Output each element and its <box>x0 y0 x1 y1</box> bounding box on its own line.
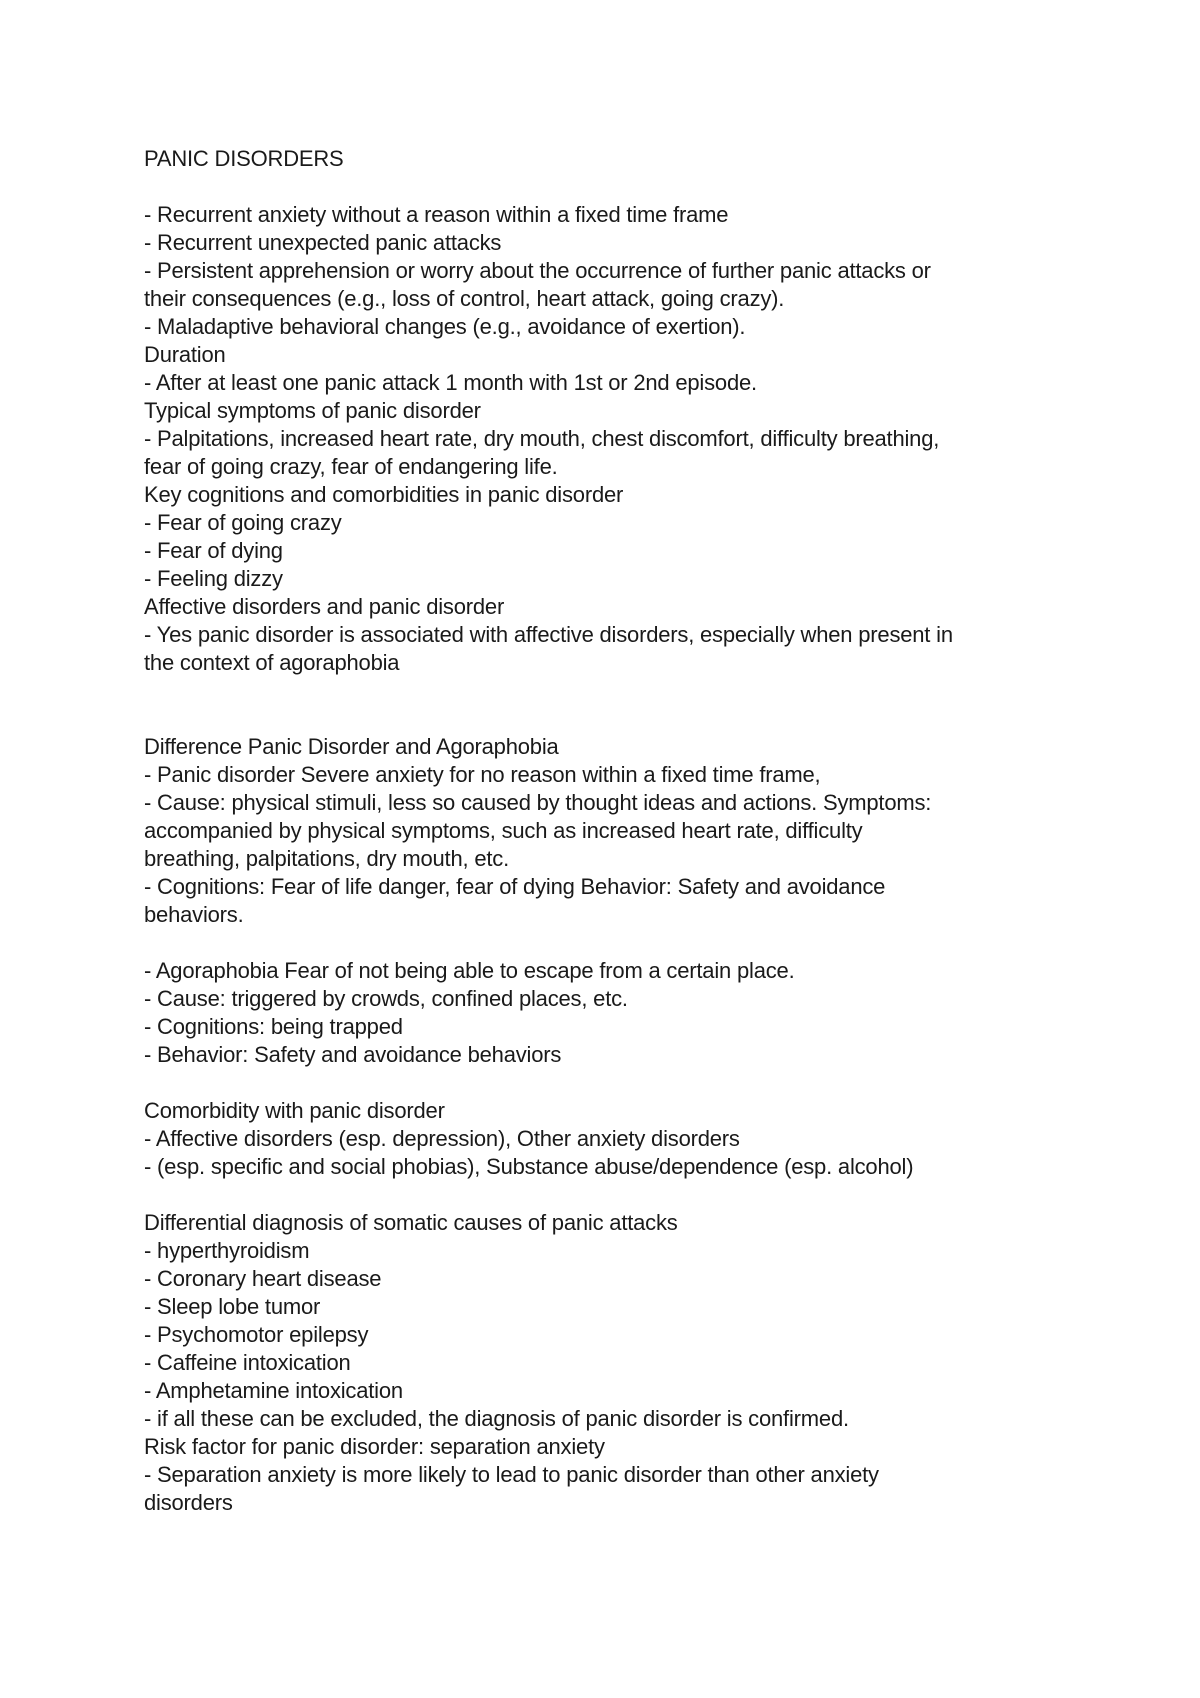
text-line: - After at least one panic attack 1 month with 1st or 2nd episode. <box>144 370 757 395</box>
section-heading: Difference Panic Disorder and Agoraphobia <box>144 734 559 759</box>
text-line: - Affective disorders (esp. depression), Other anxiety disorders <box>144 1126 740 1151</box>
text-line: - Cause: physical stimuli, less so caused by thought ideas and actions. Symptoms: <box>144 790 932 815</box>
document-body <box>144 145 1094 1517</box>
text-line: - Sleep lobe tumor <box>144 1294 321 1319</box>
text-line: - Psychomotor epilepsy <box>144 1322 369 1347</box>
text-line: disorders <box>144 1490 233 1515</box>
blank-line <box>144 173 1094 201</box>
text-line: the context of agoraphobia <box>144 650 400 675</box>
section-heading: Risk factor for panic disorder: separation anxiety <box>144 1434 605 1459</box>
text-line: - Recurrent unexpected panic attacks <box>144 230 502 255</box>
text-line: - Palpitations, increased heart rate, dry mouth, chest discomfort, difficulty breathing, <box>144 426 940 451</box>
section-heading: Comorbidity with panic disorder <box>144 1098 445 1123</box>
text-line: their consequences (e.g., loss of control, heart attack, going crazy). <box>144 286 785 311</box>
text-line: - Coronary heart disease <box>144 1266 382 1291</box>
document-title: PANIC DISORDERS <box>144 146 344 171</box>
text-line: breathing, palpitations, dry mouth, etc. <box>144 846 509 871</box>
text-line: - (esp. specific and social phobias), Substance abuse/dependence (esp. alcohol) <box>144 1154 914 1179</box>
text-line: - Agoraphobia Fear of not being able to escape from a certain place. <box>144 958 795 983</box>
text-line: - Recurrent anxiety without a reason within a fixed time frame <box>144 202 729 227</box>
blank-line <box>144 929 1094 957</box>
text-line: - Caffeine intoxication <box>144 1350 351 1375</box>
section-heading: Duration <box>144 342 226 367</box>
section-heading: Typical symptoms of panic disorder <box>144 398 481 423</box>
text-line: accompanied by physical symptoms, such as increased heart rate, difficulty <box>144 818 863 843</box>
text-line: - Persistent apprehension or worry about the occurrence of further panic attacks or <box>144 258 931 283</box>
text-line: - Behavior: Safety and avoidance behaviors <box>144 1042 562 1067</box>
text-line: - Cognitions: Fear of life danger, fear of dying Behavior: Safety and avoidance <box>144 874 886 899</box>
text-line: - Separation anxiety is more likely to lead to panic disorder than other anxiety <box>144 1462 879 1487</box>
text-line: - Feeling dizzy <box>144 566 283 591</box>
text-line: - Cause: triggered by crowds, confined places, etc. <box>144 986 628 1011</box>
text-line: - Fear of dying <box>144 538 283 563</box>
text-line: behaviors. <box>144 902 244 927</box>
text-line: - if all these can be excluded, the diagnosis of panic disorder is confirmed. <box>144 1406 849 1431</box>
text-line: - hyperthyroidism <box>144 1238 310 1263</box>
blank-line <box>144 1181 1094 1209</box>
text-line: - Yes panic disorder is associated with affective disorders, especially when present in <box>144 622 953 647</box>
text-line: - Panic disorder Severe anxiety for no reason within a fixed time frame, <box>144 762 821 787</box>
section-heading: Key cognitions and comorbidities in panic disorder <box>144 482 624 507</box>
section-heading: Differential diagnosis of somatic causes of panic attacks <box>144 1210 678 1235</box>
text-line: - Amphetamine intoxication <box>144 1378 403 1403</box>
text-line: fear of going crazy, fear of endangering life. <box>144 454 558 479</box>
blank-line <box>144 677 1094 733</box>
blank-line <box>144 1069 1094 1097</box>
text-line: - Fear of going crazy <box>144 510 342 535</box>
text-line: - Maladaptive behavioral changes (e.g., avoidance of exertion). <box>144 314 746 339</box>
section-heading: Affective disorders and panic disorder <box>144 594 505 619</box>
text-line: - Cognitions: being trapped <box>144 1014 403 1039</box>
